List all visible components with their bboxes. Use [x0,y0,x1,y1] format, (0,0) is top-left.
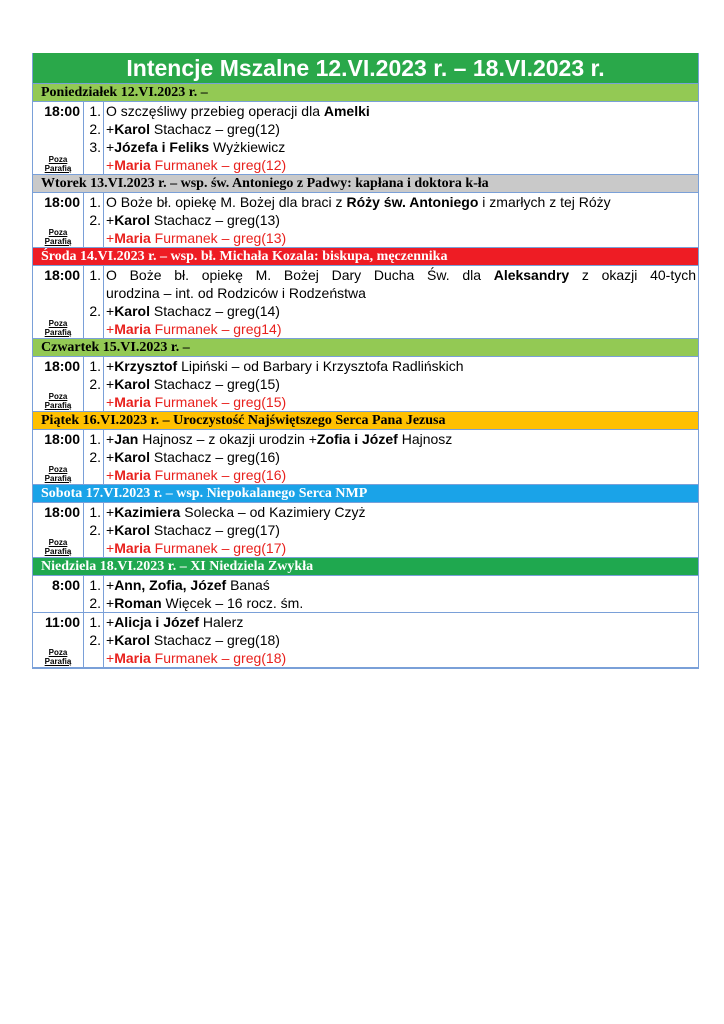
intention-line [106,613,696,631]
poza-parafia-label [33,319,83,337]
intention-name: Maria [114,540,151,556]
intention-text: Solecka – od Kazimiery Czyż [180,504,366,520]
time-column [33,430,84,484]
intention-text: Stachacz – greg(12) [149,121,280,137]
intention-name: Maria [114,157,151,173]
intention-text: Wyżkiewicz [209,139,286,155]
intention-text: + [106,614,115,630]
mass-intentions-sheet [32,53,699,669]
intention-text: z okazji 40-tych [569,267,696,283]
intention-number: 2. [89,595,101,611]
intention-text: Furmanek – greg(13) [150,230,287,246]
poza-label-line: Parafią [44,547,72,556]
intention-text: Banaś [226,577,270,593]
intention-number: 1. [89,194,101,210]
day-header: Sobota 17.VI.2023 r. – wsp. Niepokalanego Serca NMP [33,485,698,503]
poza-label-line: Parafią [44,164,72,173]
mass-block [33,102,698,175]
number-column [84,503,104,557]
poza-label-line: Poza [48,228,68,237]
mass-time: 18:00 [44,431,80,447]
mass-time: 8:00 [51,577,80,593]
intention-text: + [106,522,115,538]
intention-column [104,503,698,557]
number-column [84,613,104,667]
intention-name: Karol [114,303,150,319]
intention-text: + [106,157,115,173]
poza-parafia-label [33,648,83,666]
intention-text: Więcek – 16 rocz. śm. [161,595,304,611]
mass-time: 18:00 [44,504,80,520]
intention-name: Maria [114,467,151,483]
intention-text: Hajnosz – z okazji urodzin + [138,431,317,447]
intention-line [106,284,696,302]
intention-text: Furmanek – greg(17) [150,540,287,556]
intention-text: + [106,358,115,374]
intention-line [106,503,696,521]
time-column [33,503,84,557]
intention-text: + [106,504,115,520]
intention-number: 1. [89,431,101,447]
intention-number [84,284,103,302]
intention-line [106,302,696,320]
intention-text: O szczęśliwy przebieg operacji dla [106,103,324,119]
intention-line [106,266,696,284]
poza-label-line: Poza [48,648,68,657]
intention-name: Maria [114,394,151,410]
mass-block [33,430,698,485]
poza-parafia-label [33,155,83,173]
intention-number: 1. [89,103,101,119]
time-column [33,576,84,612]
number-column [84,266,104,338]
intention-column [104,613,698,667]
intention-number [84,229,103,247]
intention-name: Maria [114,650,151,666]
intention-name: Amelki [323,103,370,119]
intention-text: + [106,449,115,465]
intention-text: Halerz [199,614,244,630]
poza-label-line: Poza [48,155,68,164]
intention-name: Karol [114,632,150,648]
intention-name: Ann, Zofia, Józef [114,577,227,593]
intention-column [104,266,698,338]
intention-text: + [106,139,115,155]
intention-number: 3. [89,139,101,155]
mass-time: 18:00 [44,194,80,210]
poza-label-line: Poza [48,319,68,328]
poza-parafia-label [33,538,83,556]
intention-name: Karol [114,376,150,392]
number-column [84,576,104,612]
intention-text: urodzina – int. od Rodziców i Rodzeństwa [106,285,366,301]
intention-line [106,102,696,120]
intention-column [104,430,698,484]
mass-block [33,576,698,613]
intention-number: 1. [89,504,101,520]
intention-text: + [106,321,115,337]
intention-name: Karol [114,522,150,538]
intention-number: 1. [89,614,101,630]
number-column [84,430,104,484]
poza-parafia-label [33,465,83,483]
page-title: Intencje Mszalne 12.VI.2023 r. – 18.VI.2023 r. [33,53,698,84]
poza-parafia-label [33,392,83,410]
day-header: Wtorek 13.VI.2023 r. – wsp. św. Antoniego z Padwy: kapłana i doktora k-ła [33,175,698,193]
intention-name: Aleksandry [493,267,570,283]
intention-text: + [106,394,115,410]
intention-text: + [106,467,115,483]
intention-text: + [106,595,115,611]
intention-text: O Boże bł. opiekę M. Bożej dla braci z [106,194,347,210]
poza-label-line: Poza [48,538,68,547]
intention-line [106,393,696,411]
intention-line [106,320,696,338]
intention-name: Roman [114,595,162,611]
intention-number [84,649,103,667]
intention-number: 2. [89,376,101,392]
intention-number [84,466,103,484]
intention-text: Stachacz – greg(14) [149,303,280,319]
intention-number: 1. [89,267,101,283]
poza-label-line: Poza [48,392,68,401]
day-header: Piątek 16.VI.2023 r. – Uroczystość Najświętszego Serca Pana Jezusa [33,412,698,430]
intention-name: Karol [114,449,150,465]
mass-block [33,266,698,339]
day-header: Czwartek 15.VI.2023 r. – [33,339,698,357]
intention-text: + [106,650,115,666]
intention-text: Stachacz – greg(18) [149,632,280,648]
intention-line [106,229,696,247]
mass-time: 18:00 [44,267,80,283]
mass-block [33,613,698,669]
intention-number [84,393,103,411]
intention-name: Zofia i Józef [316,431,398,447]
intention-line [106,521,696,539]
intention-text: + [106,376,115,392]
intention-column [104,576,698,612]
intention-number: 2. [89,522,101,538]
time-column [33,357,84,411]
intention-name: Róży św. Antoniego [346,194,479,210]
intention-text: Stachacz – greg(13) [149,212,280,228]
mass-block [33,357,698,412]
intention-name: Maria [114,230,151,246]
mass-block [33,193,698,248]
intention-text: Furmanek – greg(15) [150,394,287,410]
intention-line [106,430,696,448]
intention-name: Kazimiera [114,504,181,520]
intention-number: 1. [89,577,101,593]
intention-text: + [106,632,115,648]
time-column [33,193,84,247]
mass-time: 11:00 [44,614,80,630]
intention-number: 2. [89,632,101,648]
day-header: Niedziela 18.VI.2023 r. – XI Niedziela Zwykła [33,558,698,576]
intention-line [106,649,696,667]
intention-text: i zmarłych z tej Róży [478,194,611,210]
poza-label-line: Parafią [44,237,72,246]
time-column [33,613,84,667]
day-header: Środa 14.VI.2023 r. – wsp. bł. Michała Kozala: biskupa, męczennika [33,248,698,266]
intention-text: Hajnosz [397,431,453,447]
intention-name: Karol [114,121,150,137]
days-list [33,84,698,669]
intention-text: Stachacz – greg(17) [149,522,280,538]
intention-text: Stachacz – greg(16) [149,449,280,465]
intention-line [106,193,696,211]
poza-label-line: Parafią [44,657,72,666]
intention-line [106,576,696,594]
intention-line [106,138,696,156]
intention-number [84,539,103,557]
intention-column [104,102,698,174]
intention-line [106,631,696,649]
intention-text: Furmanek – greg(12) [150,157,287,173]
intention-number [84,320,103,338]
poza-label-line: Parafią [44,328,72,337]
intention-text: Furmanek – greg(16) [150,467,287,483]
poza-parafia-label [33,228,83,246]
poza-label-line: Poza [48,465,68,474]
number-column [84,102,104,174]
intention-number: 2. [89,121,101,137]
intention-line [106,448,696,466]
intention-name: Alicja i Józef [114,614,199,630]
intention-line [106,375,696,393]
poza-label-line: Parafią [44,474,72,483]
number-column [84,193,104,247]
intention-number: 2. [89,303,101,319]
intention-line [106,211,696,229]
intention-number: 2. [89,212,101,228]
intention-text: + [106,230,115,246]
intention-text: Lipiński – od Barbary i Krzysztofa Radlińskich [177,358,464,374]
intention-name: Krzysztof [114,358,178,374]
intention-column [104,193,698,247]
mass-time: 18:00 [44,103,80,119]
intention-line [106,466,696,484]
intention-line [106,357,696,375]
intention-line [106,594,696,612]
intention-number [84,156,103,174]
intention-line [106,156,696,174]
number-column [84,357,104,411]
intention-text: Furmanek – greg(18) [150,650,287,666]
time-column [33,266,84,338]
intention-text: O Boże bł. opiekę M. Bożej Dary Ducha Św. dla [106,267,494,283]
intention-text: Furmanek – greg14) [150,321,282,337]
intention-text: + [106,121,115,137]
intention-name: Jan [114,431,139,447]
mass-block [33,503,698,558]
intention-name: Karol [114,212,150,228]
intention-line [106,539,696,557]
time-column [33,102,84,174]
intention-number: 2. [89,449,101,465]
intention-name: Maria [114,321,151,337]
intention-number: 1. [89,358,101,374]
poza-label-line: Parafią [44,401,72,410]
intention-text: + [106,577,115,593]
intention-text: Stachacz – greg(15) [149,376,280,392]
intention-line [106,120,696,138]
day-header: Poniedziałek 12.VI.2023 r. – [33,84,698,102]
intention-text: + [106,540,115,556]
intention-column [104,357,698,411]
mass-time: 18:00 [44,358,80,374]
intention-text: + [106,431,115,447]
intention-name: Józefa i Feliks [114,139,210,155]
intention-text: + [106,212,115,228]
intention-text: + [106,303,115,319]
